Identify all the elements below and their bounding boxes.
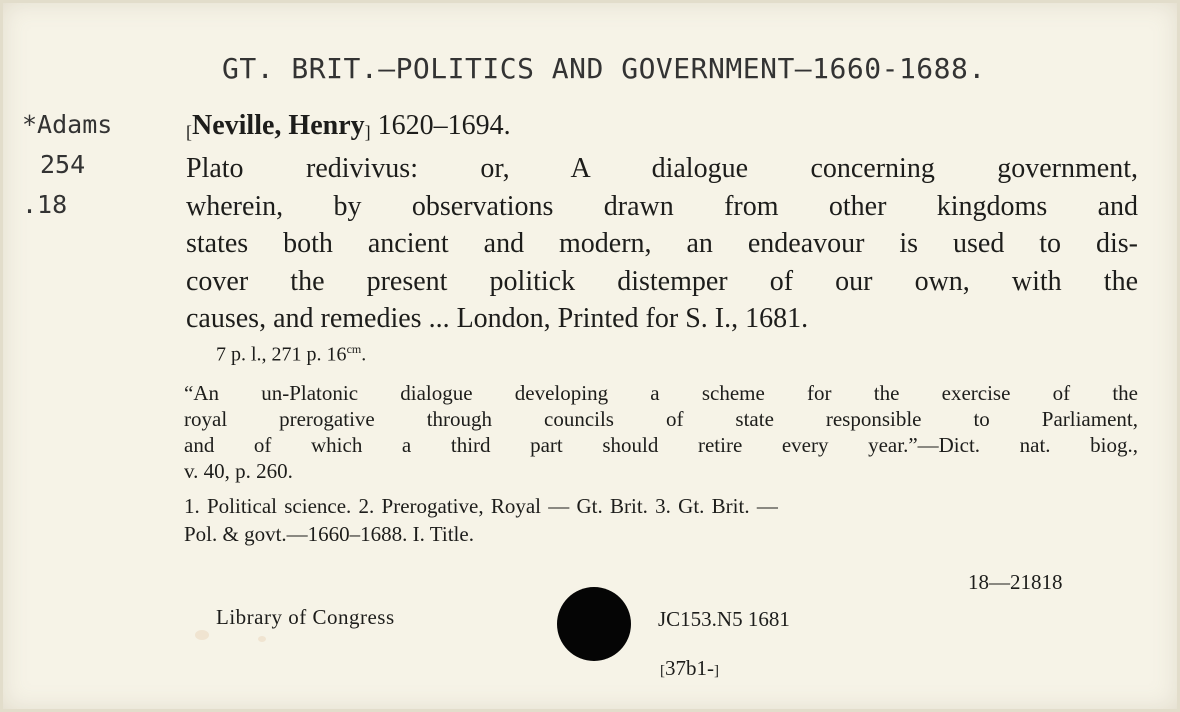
title-line: cover the present politick distemper of our own, with the xyxy=(186,265,1138,297)
title-line: states both ancient and modern, an endeavour is used to dis- xyxy=(186,228,1138,259)
note-line: and of which a third part should retire every year.”—Dict. nat. biog., xyxy=(184,433,1138,457)
collation-text: 7 p. l., 271 p. 16 xyxy=(216,343,347,366)
print-key-open-bracket: [ xyxy=(660,663,665,679)
title-line: causes, and remedies ... London, Printed for S. I., 1681. xyxy=(186,303,809,334)
print-key-code: 37b1- xyxy=(665,656,714,680)
author-name: Neville, Henry xyxy=(192,110,365,141)
call-number-line: 254 xyxy=(40,150,86,179)
punch-hole xyxy=(557,587,631,661)
author-dates: 1620–1694. xyxy=(377,110,511,141)
card-number: 18—21818 xyxy=(968,570,1063,594)
bibliographic-note xyxy=(184,380,1138,484)
collation-unit: cm xyxy=(346,342,362,356)
stain-mark xyxy=(195,630,209,640)
subject-heading: GT. BRIT.—POLITICS AND GOVERNMENT—1660-1688. xyxy=(222,52,986,85)
title-line: Plato redivivus: or, A dialogue concerning government, xyxy=(186,153,1138,184)
author-open-bracket: [ xyxy=(186,122,192,142)
print-key-close-bracket: ] xyxy=(714,663,719,679)
tracing-line: Pol. & govt.—1660–1688. I. Title. xyxy=(184,522,474,546)
collation-end: . xyxy=(361,343,367,366)
author-close-bracket: ] xyxy=(364,122,371,142)
title-statement xyxy=(186,150,1138,338)
collation xyxy=(216,342,366,367)
note-line: royal prerogative through councils of state responsible to Parliament, xyxy=(184,407,1138,431)
call-number-line: .18 xyxy=(22,190,68,219)
subject-tracings xyxy=(184,492,1138,548)
library-name: Library of Congress xyxy=(216,605,395,629)
lc-classification: JC153.N5 1681 xyxy=(658,607,790,631)
stain-mark xyxy=(258,636,266,642)
call-number-line: *Adams xyxy=(22,110,113,139)
note-line: v. 40, p. 260. xyxy=(184,459,293,483)
title-line: wherein, by observations drawn from other kingdoms and xyxy=(186,190,1138,222)
print-key xyxy=(660,656,719,681)
note-line: “An un-Platonic dialogue developing a scheme for the exercise of the xyxy=(184,381,1138,405)
tracing-line: 1. Political science. 2. Prerogative, Royal — Gt. Brit. 3. Gt. Brit. — xyxy=(184,494,778,518)
author-heading xyxy=(186,110,511,143)
